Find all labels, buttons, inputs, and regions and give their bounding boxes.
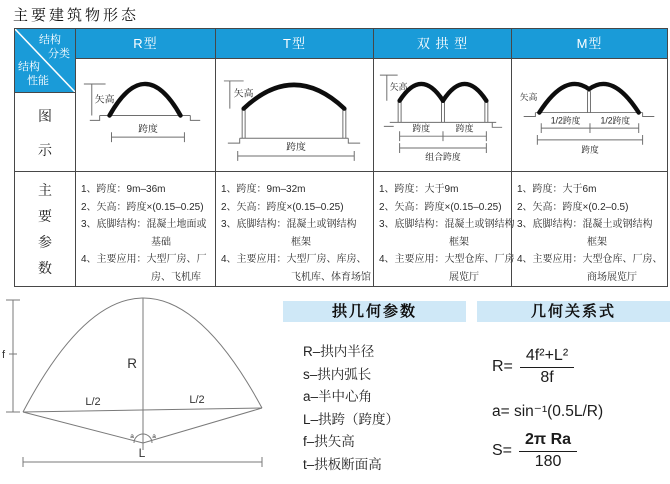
corner-cell — [15, 29, 75, 93]
svg-text:矢高: 矢高 — [94, 94, 115, 106]
svg-text:矢高: 矢高 — [233, 88, 254, 100]
row-label-diagram: 图 示 — [15, 93, 75, 172]
params-r-type: 1、跨度：9m–36m 2、矢高：跨度×(0.15–0.25) 3、底脚结构：混凝土地面或 基础 4、主要应用：大型厂房、厂 房、飞机库 — [81, 184, 207, 283]
column-header-t: T型 — [216, 29, 373, 59]
svg-text:L/2: L/2 — [189, 394, 205, 406]
column-header-m: M型 — [512, 29, 667, 59]
svg-text:跨度: 跨度 — [412, 123, 431, 134]
formula-radius — [492, 347, 574, 387]
formula-radius-lhs: R= — [492, 358, 513, 375]
params-double-arch-type: 1、跨度：大于9m 2、矢高：跨度×(0.15–0.25) 3、底脚结构：混凝土或钢结构 框架 4、主要应用：大型仓库、厂房 展览厅 — [379, 184, 515, 283]
corner-label-classification: 结构 分类 — [39, 34, 70, 60]
svg-text:跨度: 跨度 — [581, 144, 599, 155]
column-r-type — [75, 29, 215, 286]
m-arch-diagram-icon — [512, 59, 666, 171]
double-arch-diagram-icon — [374, 59, 510, 171]
diagram-double-arch-type — [374, 59, 511, 172]
diagram-r-type — [76, 59, 215, 172]
formula-arc-length-lhs: S= — [492, 442, 513, 459]
svg-text:矢高: 矢高 — [389, 81, 408, 92]
svg-text:1/2跨度: 1/2跨度 — [550, 115, 581, 126]
formula-radius-fraction: $\frac{\text{4f²+L²}}{8f}$ — [520, 347, 574, 387]
params-t-type: 1、跨度：9m–32m 2、矢高：跨度×(0.15–0.25) 3、底脚结构：混凝土或钢结构 框架 4、主要应用：大型厂房、库房、 飞机库、体育场馆 — [221, 184, 371, 283]
svg-text:a: a — [152, 433, 156, 440]
diagram-m-type — [512, 59, 667, 172]
structure-table — [14, 28, 668, 287]
params-m-type: 1、跨度：大于6m 2、矢高：跨度×(0.2–0.5) 3、底脚结构：混凝土或钢结构 框架 4、主要应用：大型仓库、厂房、 商场展览厅 — [517, 184, 663, 283]
svg-text:跨度: 跨度 — [286, 142, 306, 154]
geometry-param-list: R–拱内半径 s–拱内弧长 a–半中心角 L–拱跨（跨度） f–拱矢高 t–拱板断面高 — [303, 344, 400, 472]
svg-text:矢高: 矢高 — [519, 91, 538, 102]
column-m-type — [511, 29, 667, 286]
column-t-type — [215, 29, 373, 286]
geometry-relations-header: 几何关系式 — [477, 301, 670, 322]
svg-text:组合跨度: 组合跨度 — [425, 151, 461, 162]
svg-text:L/2: L/2 — [85, 396, 101, 408]
svg-text:a: a — [130, 433, 134, 440]
arch-geometry-params-header: 拱几何参数 — [283, 301, 466, 322]
svg-text:R: R — [127, 356, 137, 371]
corner-label-performance: 结构 性能 — [18, 61, 49, 87]
t-arch-diagram-icon — [216, 59, 372, 171]
row-label-main-params: 主 要 参 数 — [38, 182, 52, 276]
svg-text:1/2跨度: 1/2跨度 — [600, 115, 631, 126]
svg-text:跨度: 跨度 — [138, 124, 158, 136]
svg-text:跨度: 跨度 — [455, 123, 474, 134]
svg-text:f: f — [2, 349, 6, 361]
page-title: 主要建筑物形态 — [13, 7, 140, 24]
formula-arc-length — [492, 431, 577, 471]
r-arch-diagram-icon — [76, 59, 214, 171]
svg-text:L: L — [138, 446, 146, 460]
arch-geometry-fan-diagram — [0, 292, 300, 484]
diagram-t-type — [216, 59, 373, 172]
column-header-double-arch: 双 拱 型 — [374, 29, 511, 59]
column-double-arch-type — [373, 29, 515, 286]
formula-arc-length-fraction: $\frac{\text{2π Ra}}{180}$ — [519, 431, 577, 471]
formula-half-angle: a= sin⁻¹(0.5L/R) — [492, 403, 604, 420]
column-header-r: R型 — [76, 29, 215, 59]
